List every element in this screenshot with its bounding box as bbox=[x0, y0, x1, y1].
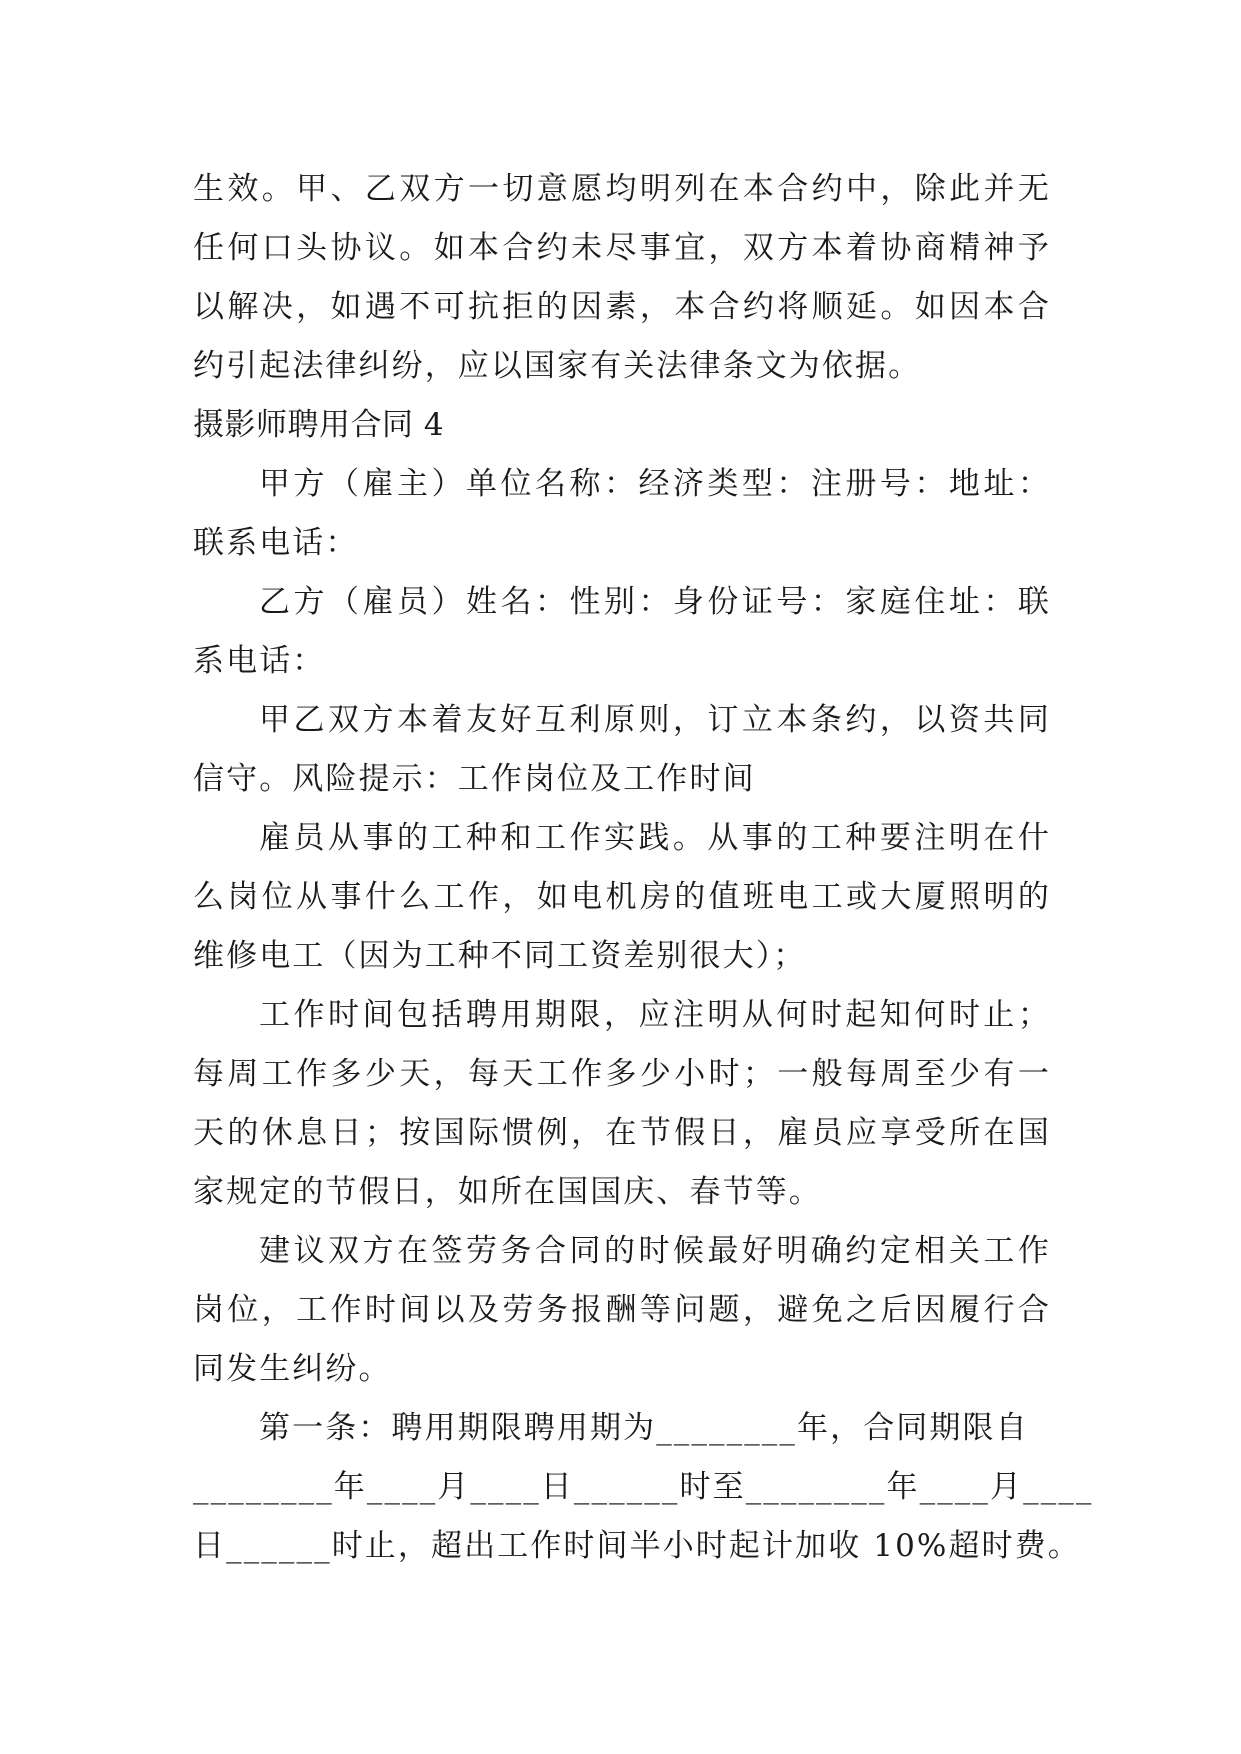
paragraph-article-1 bbox=[193, 1399, 1094, 1576]
paragraph-party-a: 甲方（雇主）单位名称：经济类型：注册号：地址：联系电话： bbox=[193, 466, 1051, 561]
paragraph-job-type: 雇员从事的工种和工作实践。从事的工种要注明在什么岗位从事什么工作，如电机房的值班电工或大厦照明的维修电工（因为工种不同工资差别很大）； bbox=[193, 820, 1051, 974]
article-1-line-3: 日______时止，超出工作时间半小时起计加收 10%超时费。 bbox=[193, 1528, 1081, 1564]
paragraph-work-time: 工作时间包括聘用期限，应注明从何时起知何时止；每周工作多少天，每天工作多少小时；一般每周至少有一天的休息日；按国际惯例，在节假日，雇员应享受所在国家规定的节假日，如所在国国庆、春节等。 bbox=[193, 997, 1051, 1210]
paragraph-advice: 建议双方在签劳务合同的时候最好明确约定相关工作岗位，工作时间以及劳务报酬等问题，避免之后因履行合同发生纠纷。 bbox=[193, 1233, 1051, 1387]
paragraph-party-b: 乙方（雇员）姓名：性别：身份证号：家庭住址：联系电话： bbox=[193, 584, 1051, 679]
paragraph-principle: 甲乙双方本着友好互利原则，订立本条约，以资共同信守。风险提示：工作岗位及工作时间 bbox=[193, 702, 1051, 797]
document-body bbox=[193, 160, 1094, 1576]
paragraph-intro: 生效。甲、乙双方一切意愿均明列在本合约中，除此并无任何口头协议。如本合约未尽事宜，双方本着协商精神予以解决，如遇不可抗拒的因素，本合约将顺延。如因本合约引起法律纠纷，应以国家有关法律条文为依据。 bbox=[193, 171, 1051, 384]
article-1-line-2: ________年____月____日______时至________年____月____ bbox=[193, 1469, 1094, 1505]
article-1-line-1: 第一条：聘用期限聘用期为________年，合同期限自 bbox=[259, 1410, 1029, 1446]
contract-title: 摄影师聘用合同 4 bbox=[193, 407, 445, 443]
